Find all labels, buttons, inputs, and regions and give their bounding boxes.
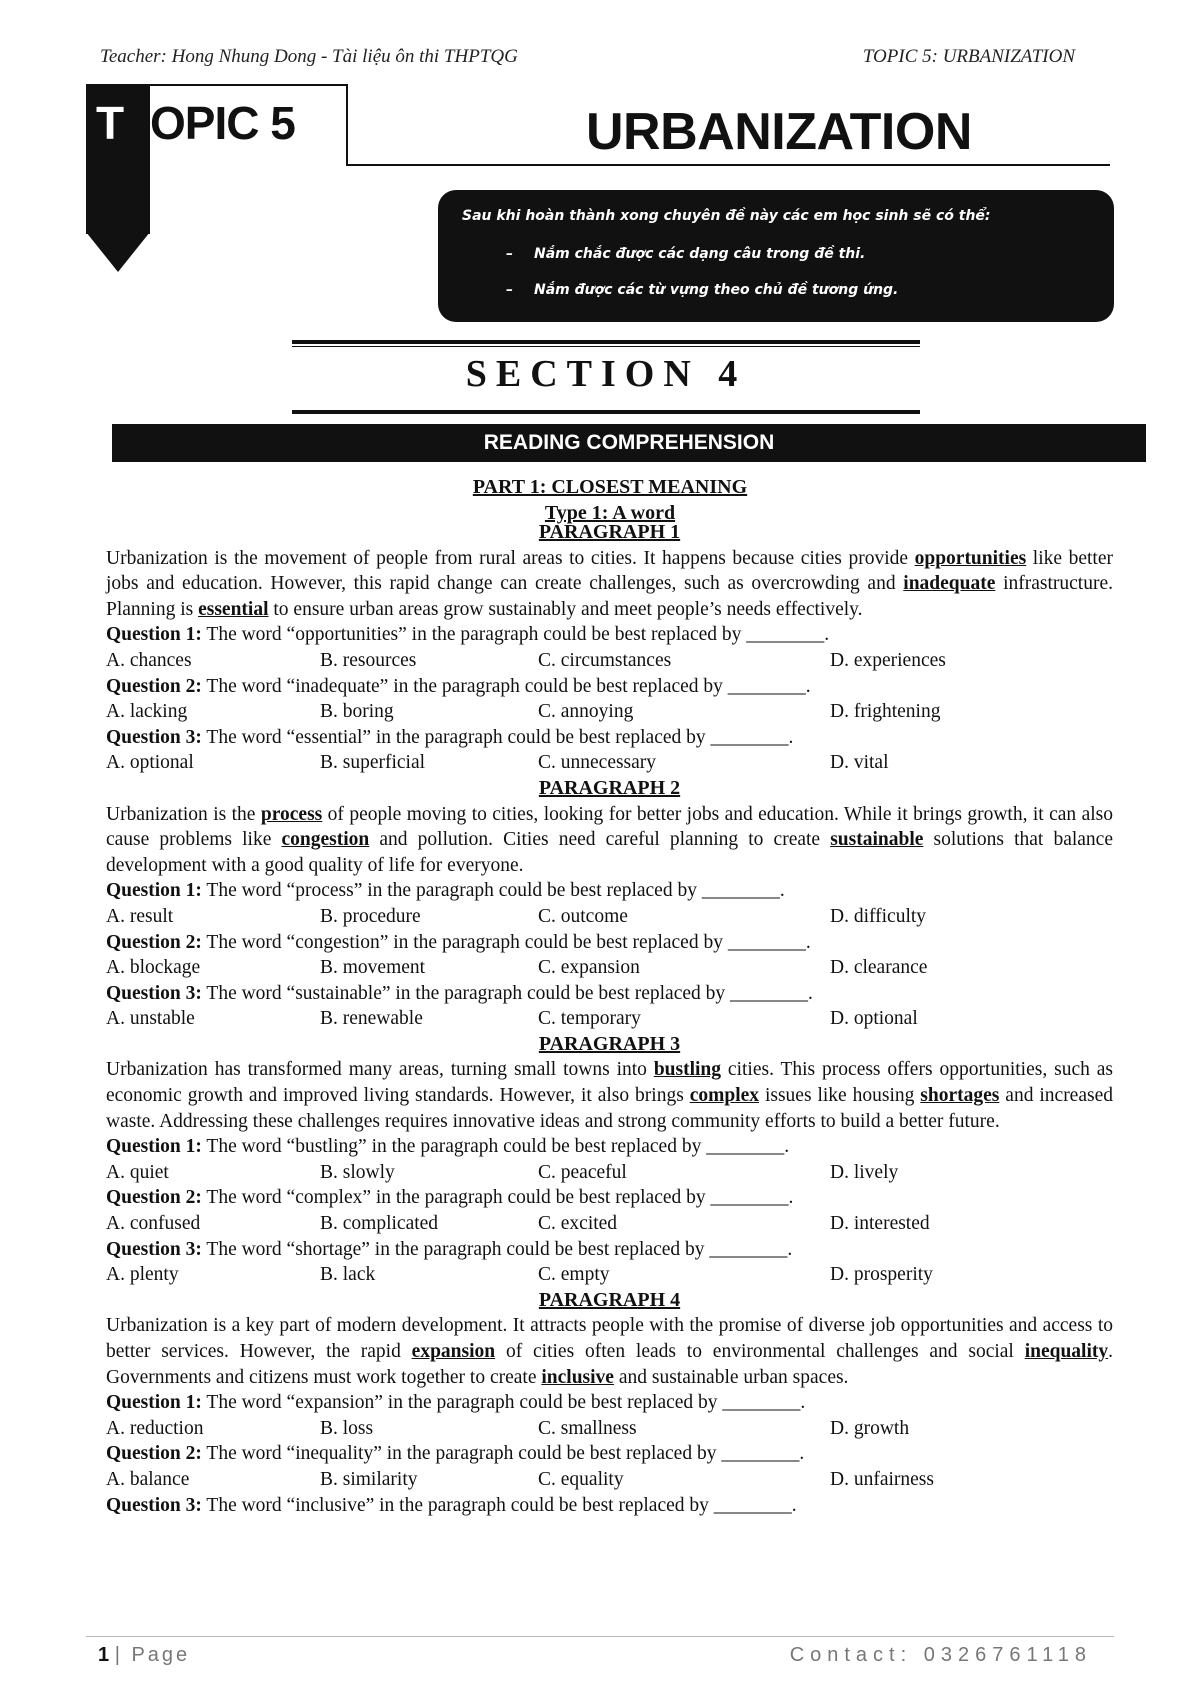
answer-option: C. outcome (538, 905, 628, 927)
answer-option: B. complicated (320, 1213, 439, 1235)
answer-option: B. similarity (320, 1468, 418, 1490)
question-stem: Question 1: The word “opportunities” in the paragraph could be best replaced by ________. (106, 624, 830, 646)
answer-option: D. growth (830, 1417, 910, 1439)
question-label: Question 2: (106, 1187, 202, 1209)
answer-option: D. lively (830, 1161, 899, 1183)
answer-option: B. boring (320, 701, 394, 723)
keyword: inadequate (903, 573, 996, 595)
question-label: Question 2: (106, 675, 202, 697)
keyword: inclusive (541, 1366, 614, 1388)
goals-item-text: Nắm được các từ vựng theo chủ đề tương ứng. (534, 282, 899, 298)
question-stem: Question 1: The word “expansion” in the paragraph could be best replaced by ________. (106, 1392, 806, 1414)
section-rule-top-thin (292, 346, 920, 347)
answer-option: D. interested (830, 1213, 930, 1235)
answer-option: C. annoying (538, 701, 634, 723)
answer-option: A. balance (106, 1468, 190, 1490)
answer-options (106, 904, 1113, 930)
paragraph-heading: PARAGRAPH 4 (538, 1288, 681, 1311)
topic-title: URBANIZATION (586, 103, 972, 161)
question-stem: Question 1: The word “bustling” in the paragraph could be best replaced by ________. (106, 1136, 790, 1158)
answer-options (106, 1262, 1113, 1288)
answer-option: A. result (106, 905, 174, 927)
answer-option: D. experiences (830, 649, 946, 671)
answer-option: C. expansion (538, 957, 640, 979)
answer-option: C. equality (538, 1468, 624, 1490)
answer-options (106, 1006, 1113, 1032)
dash-bullet-icon: – (506, 246, 513, 262)
keyword: complex (689, 1085, 760, 1107)
question-label: Question 3: (106, 726, 202, 748)
keyword: inequality (1024, 1341, 1109, 1362)
answer-option: B. movement (320, 957, 426, 979)
question-label: Question 1: (106, 1136, 202, 1158)
answer-option: D. clearance (830, 957, 928, 979)
answer-option: D. prosperity (830, 1264, 933, 1286)
paragraph-text: Urbanization is a key part of modern development. It attracts people with the promise of diverse job opportunities and access to better services. However, the rapid expansion of cities often leads to environmental challenges and social inequality. Governments and citizens must work together to create inclusive and sustainable urban spaces. (106, 1315, 1113, 1388)
banner-frame-side (346, 84, 348, 166)
answer-options (106, 1467, 1113, 1493)
paragraph-heading: PARAGRAPH 3 (538, 1032, 681, 1055)
answer-option: C. empty (538, 1264, 610, 1286)
goals-intro: Sau khi hoàn thành xong chuyên đề này các em học sinh sẽ có thể: (462, 208, 991, 224)
answer-options (106, 1160, 1113, 1186)
answer-option: D. vital (830, 752, 889, 774)
type-heading: Type 1: A word (544, 502, 676, 524)
answer-option: B. renewable (320, 1008, 423, 1030)
topic-label: OPIC 5 (150, 97, 295, 149)
keyword: bustling (653, 1059, 722, 1081)
question-label: Question 3: (106, 1494, 202, 1516)
question-stem: Question 1: The word “process” in the paragraph could be best replaced by ________. (106, 880, 785, 902)
goals-item (506, 246, 866, 262)
answer-option: C. circumstances (538, 649, 672, 671)
keyword: shortages (920, 1085, 1000, 1107)
answer-option: D. optional (830, 1008, 918, 1030)
answer-option: D. difficulty (830, 905, 927, 927)
footer-rule (86, 1636, 1114, 1637)
part-heading: PART 1: CLOSEST MEANING (472, 476, 748, 498)
keyword: process (260, 803, 323, 825)
answer-option: A. plenty (106, 1264, 179, 1286)
keyword: opportunities (914, 547, 1027, 569)
topic-first-letter: T (96, 97, 125, 149)
keyword: sustainable (830, 829, 924, 851)
question-label: Question 3: (106, 982, 202, 1004)
answer-option: C. temporary (538, 1008, 641, 1030)
section-title: SECTION 4 (465, 353, 747, 395)
answer-option: D. frightening (830, 701, 941, 723)
section-rule-top (292, 340, 920, 344)
answer-options (106, 1416, 1113, 1442)
answer-option: C. unnecessary (538, 752, 657, 774)
question-label: Question 3: (106, 1238, 202, 1260)
paragraph-text: Urbanization is the process of people moving to cities, looking for better jobs and education. While it brings growth, it can also cause problems like congestion and pollution. Cities need careful planning to create sustainable solutions that balance development with a good quality of life for everyone. (106, 803, 1113, 876)
question-stem: Question 2: The word “congestion” in the paragraph could be best replaced by ________. (106, 931, 811, 953)
header-left: Teacher: Hong Nhung Dong - Tài liệu ôn thi THPTQG (100, 46, 518, 67)
topic-tab-arrow (86, 232, 150, 272)
answer-option: A. optional (106, 752, 194, 774)
question-label: Question 2: (106, 931, 202, 953)
answer-option: B. resources (320, 649, 417, 671)
page-label: | Page (114, 1644, 191, 1666)
answer-option: C. smallness (538, 1417, 637, 1439)
answer-option: A. blockage (106, 957, 201, 979)
footer-contact: Contact: 0326761118 (789, 1644, 1092, 1666)
paragraph-text: Urbanization is the movement of people from rural areas to cities. It happens because cities provide opportunities like better jobs and education. However, this rapid change can create challenges, such as overcrowding and inadequate infrastructure. Planning is essential to ensure urban areas grow sustainably and meet people’s needs effectively. (106, 547, 1113, 620)
reading-content (106, 521, 1114, 1518)
answer-option: B. slowly (320, 1161, 395, 1183)
dash-bullet-icon: – (506, 282, 513, 298)
answer-option: D. unfairness (830, 1468, 934, 1490)
answer-option: C. peaceful (538, 1161, 627, 1183)
answer-option: A. chances (106, 649, 192, 671)
answer-options (106, 648, 1113, 674)
question-stem: Question 2: The word “inadequate” in the paragraph could be best replaced by ________. (106, 675, 811, 697)
answer-option: B. lack (320, 1264, 376, 1286)
question-stem: Question 3: The word “inclusive” in the paragraph could be best replaced by ________. (106, 1494, 797, 1516)
answer-option: A. quiet (106, 1161, 169, 1183)
answer-option: B. procedure (320, 905, 421, 927)
keyword: expansion (411, 1341, 496, 1362)
question-stem: Question 2: The word “complex” in the paragraph could be best replaced by ________. (106, 1187, 794, 1209)
question-stem: Question 3: The word “sustainable” in the paragraph could be best replaced by ________. (106, 982, 813, 1004)
question-stem: Question 3: The word “essential” in the paragraph could be best replaced by ________. (106, 726, 794, 748)
footer-page (98, 1644, 190, 1667)
paragraph-heading: PARAGRAPH 2 (538, 776, 681, 799)
paragraph-text: Urbanization has transformed many areas, turning small towns into bustling cities. This process offers opportunities, such as economic growth and improved living standards. However, it also brings complex issues like housing shortages and increased waste. Addressing these challenges requires innovative ideas and strong community efforts to build a better future. (106, 1059, 1114, 1132)
question-stem: Question 2: The word “inequality” in the paragraph could be best replaced by ________. (106, 1443, 805, 1465)
keyword: congestion (281, 829, 370, 851)
goals-item-text: Nắm chắc được các dạng câu trong đề thi. (534, 246, 866, 262)
goals-box (438, 190, 1114, 322)
answer-option: B. superficial (320, 752, 426, 774)
answer-option: B. loss (320, 1417, 374, 1439)
answer-options (106, 1211, 1113, 1237)
reading-comprehension-bar: READING COMPREHENSION (112, 424, 1146, 462)
answer-option: A. reduction (106, 1417, 204, 1439)
goals-item (506, 282, 899, 298)
answer-option: A. lacking (106, 701, 188, 723)
answer-options (106, 750, 1113, 776)
page-number: 1 (98, 1644, 110, 1666)
paragraph-heading: PARAGRAPH 1 (538, 521, 681, 543)
question-label: Question 1: (106, 1392, 202, 1414)
banner-frame-top (150, 84, 346, 86)
header-right: TOPIC 5: URBANIZATION (862, 46, 1075, 67)
answer-option: A. unstable (106, 1008, 195, 1030)
keyword: essential (198, 598, 269, 620)
answer-options (106, 699, 1113, 725)
question-label: Question 2: (106, 1443, 202, 1465)
question-stem: Question 3: The word “shortage” in the paragraph could be best replaced by ________. (106, 1238, 793, 1260)
question-label: Question 1: (106, 880, 202, 902)
section-rule-bottom (292, 410, 920, 414)
question-label: Question 1: (106, 624, 202, 646)
banner-frame-bottom (346, 164, 1110, 166)
answer-option: C. excited (538, 1213, 618, 1235)
answer-option: A. confused (106, 1213, 201, 1235)
answer-options (106, 955, 1113, 981)
